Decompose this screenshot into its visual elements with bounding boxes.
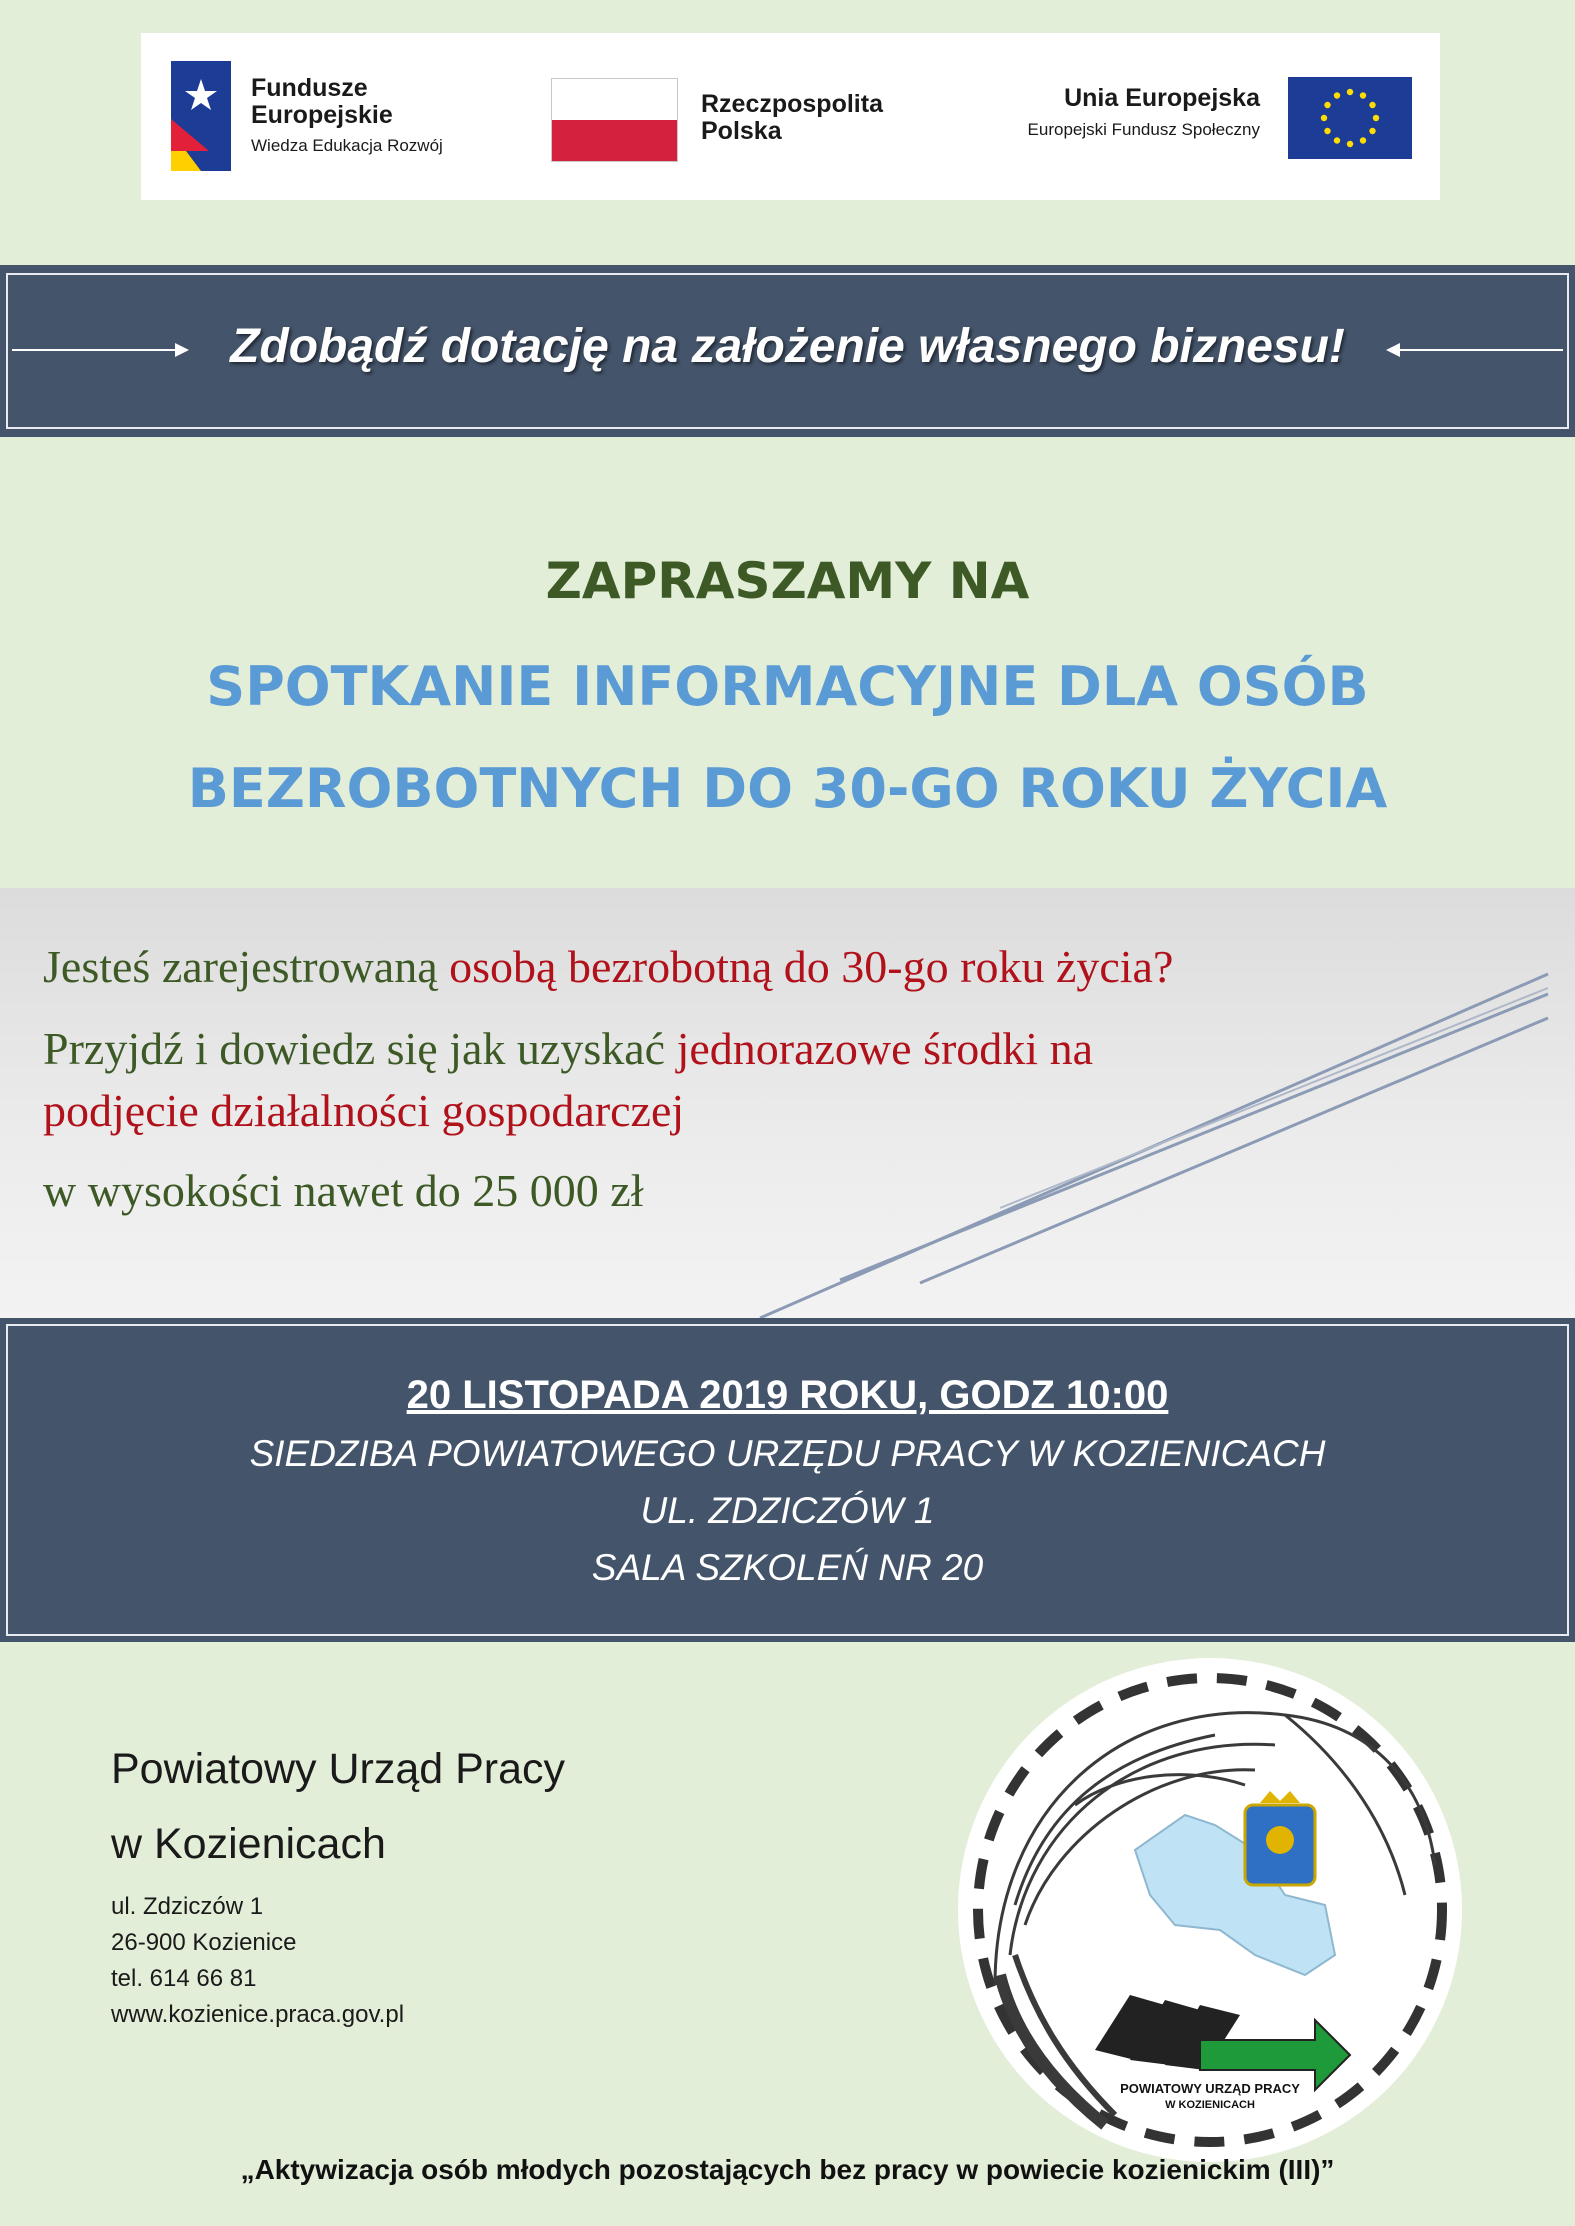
slogan-banner bbox=[0, 265, 1575, 437]
event-details-box bbox=[0, 1318, 1575, 1642]
emblem-caption-line1: POWIATOWY URZĄD PRACY bbox=[1120, 2081, 1300, 2096]
rp-line1: Rzeczpospolita bbox=[701, 90, 883, 118]
org-name-line1: Powiatowy Urząd Pracy bbox=[111, 1745, 566, 1793]
eu-star-icon bbox=[1373, 115, 1379, 121]
eu-star-icon bbox=[1324, 102, 1330, 108]
meeting-heading-line2: BEZROBOTNYCH DO 30-GO ROKU ŻYCIA bbox=[187, 757, 1388, 820]
fe-line2: Europejskie bbox=[251, 101, 393, 129]
event-frame bbox=[6, 1324, 1569, 1636]
ue-line1: Unia Europejska bbox=[1064, 84, 1260, 112]
eu-star-icon bbox=[1321, 115, 1327, 121]
pup-kozienice-emblem-icon bbox=[955, 1655, 1465, 2165]
meeting-heading-line1: SPOTKANIE INFORMACYJNE DLA OSÓB bbox=[206, 655, 1369, 718]
contact-phone: tel. 614 66 81 bbox=[111, 1965, 257, 1992]
info-q1-red: osobą bezrobotną do 30-go roku życia? bbox=[449, 941, 1174, 992]
info-amount-line: w wysokości nawet do 25 000 zł bbox=[43, 1165, 644, 1216]
info-offer-line2: podjęcie działalności gospodarczej bbox=[43, 1085, 685, 1136]
invite-heading: ZAPRASZAMY NA bbox=[545, 552, 1030, 610]
eu-star-icon bbox=[1369, 128, 1375, 134]
org-name-line2: w Kozienicach bbox=[111, 1820, 386, 1868]
info-offer-line bbox=[43, 1020, 1093, 1078]
fe-line1: Fundusze bbox=[251, 74, 368, 102]
info-band bbox=[0, 888, 1575, 1318]
unia-europejska-text bbox=[1028, 83, 1260, 143]
info-q1-green: Jesteś zarejestrowaną bbox=[43, 941, 450, 992]
contact-postal: 26-900 Kozienice bbox=[111, 1929, 297, 1956]
eu-star-icon bbox=[1369, 102, 1375, 108]
event-date: 20 LISTOPADA 2019 ROKU, GODZ 10:00 bbox=[406, 1373, 1169, 1417]
fe-line3: Wiedza Edukacja Rozwój bbox=[251, 136, 443, 155]
rzeczpospolita-text bbox=[701, 91, 883, 145]
ue-line2: Europejski Fundusz Społeczny bbox=[1027, 120, 1260, 139]
eu-star-icon bbox=[1334, 92, 1340, 98]
fundusze-europejskie-text bbox=[251, 75, 443, 159]
contact-address: ul. Zdziczów 1 bbox=[111, 1893, 264, 1920]
event-room: SALA SZKOLEŃ NR 20 bbox=[591, 1547, 984, 1588]
info-q2-red: jednorazowe środki na bbox=[676, 1023, 1093, 1074]
info-question-line bbox=[43, 938, 1173, 996]
event-street: UL. ZDZICZÓW 1 bbox=[640, 1490, 935, 1531]
rp-line2: Polska bbox=[701, 117, 782, 145]
polish-flag-icon bbox=[551, 78, 678, 162]
eu-star-icon bbox=[1360, 92, 1366, 98]
project-title: „Aktywizacja osób młodych pozostających bez pracy w powiecie kozienickim (III)” bbox=[240, 2154, 1335, 2185]
slogan-text: Zdobądź dotację na założenie własnego biznesu! bbox=[230, 320, 1345, 373]
eu-flag-icon bbox=[1288, 77, 1412, 159]
eu-star-icon bbox=[1347, 141, 1353, 147]
eu-star-icon bbox=[1347, 89, 1353, 95]
event-place: SIEDZIBA POWIATOWEGO URZĘDU PRACY W KOZIENICACH bbox=[249, 1433, 1326, 1474]
emblem-caption-line2: W KOZIENICACH bbox=[1165, 2099, 1255, 2111]
eu-star-icon bbox=[1334, 137, 1340, 143]
info-q2-green: Przyjdź i dowiedz się jak uzyskać bbox=[43, 1023, 677, 1074]
contact-website[interactable]: www.kozienice.praca.gov.pl bbox=[111, 2001, 405, 2028]
eu-star-icon bbox=[1360, 137, 1366, 143]
logos-bar bbox=[141, 33, 1440, 200]
eu-star-icon bbox=[1324, 128, 1330, 134]
fundusze-europejskie-logo-icon bbox=[171, 61, 231, 171]
